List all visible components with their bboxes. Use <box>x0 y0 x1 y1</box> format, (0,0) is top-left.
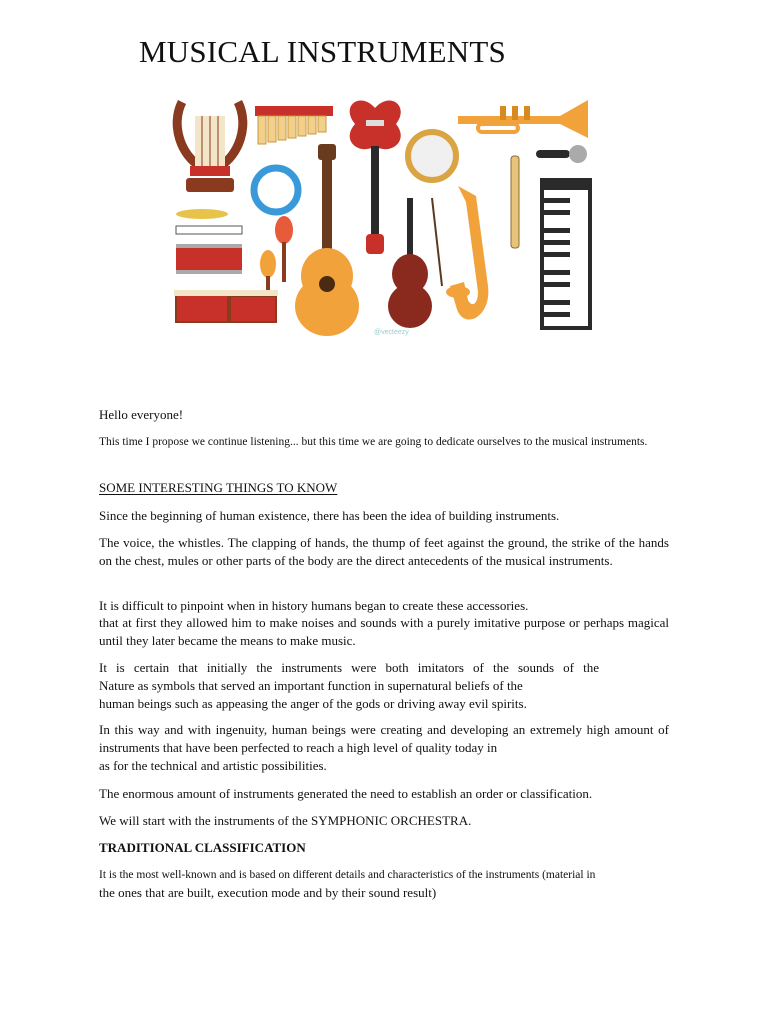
paragraph-4-line-3: human beings such as appeasing the anger of the gods or driving away evil spirits. <box>99 696 527 711</box>
paragraph-5-line-2: as for the technical and artistic possibilities. <box>99 758 327 773</box>
tambourine-blue-icon <box>254 168 298 212</box>
paragraph-7: We will start with the instruments of the SYMPHONIC ORCHESTRA. <box>99 813 472 828</box>
bongos-icon <box>174 290 278 322</box>
section-heading: SOME INTERESTING THINGS TO KNOW <box>99 480 338 495</box>
classification-heading: TRADITIONAL CLASSIFICATION <box>99 840 306 855</box>
xylophone-icon <box>255 106 333 144</box>
page-title: MUSICAL INSTRUMENTS <box>139 34 506 69</box>
violin-icon <box>388 198 442 328</box>
paragraph-2: The voice, the whistles. The clapping of hands, the thump of feet against the ground, the strike of the hands on the chest, mules or other parts of the body are the direct antecedents of the musical instruments. <box>99 535 669 568</box>
recorder-icon <box>511 156 519 248</box>
paragraph-3-line-1: It is difficult to pinpoint when in history humans began to create these accessories. <box>99 598 529 613</box>
paragraph-1: Since the beginning of human existence, there has been the idea of building instruments. <box>99 508 560 523</box>
trumpet-icon <box>458 100 588 138</box>
electric-guitar-icon <box>350 101 401 254</box>
lyre-icon <box>177 102 243 192</box>
cymbal-icon <box>176 209 228 219</box>
paragraph-3-line-2: that at first they allowed him to make noises and sounds with a purely imitative purpose or perhaps magical until they later became the means to make music. <box>99 615 669 648</box>
microphone-icon <box>536 145 587 163</box>
paragraph-4-line-1: It is certain that initially the instruments were both imitators of the sounds of the <box>99 660 599 675</box>
paragraph-4-line-2: Nature as symbols that served an important function in supernatural beliefs of the <box>99 678 523 693</box>
maracas-icon <box>260 216 293 296</box>
tambourine-icon <box>408 132 456 180</box>
paragraph-5-line-1: In this way and with ingenuity, human beings were creating and developing an extremely high amount of instruments that have been perfected to reach a high level of quality today in <box>99 722 669 755</box>
greeting: Hello everyone! <box>99 407 184 422</box>
classification-text-line-2: the ones that are built, execution mode and by their sound result) <box>99 885 437 900</box>
paragraph-6: The enormous amount of instruments generated the need to establish an order or classification. <box>99 786 593 801</box>
acoustic-guitar-icon <box>295 144 359 336</box>
saxophone-icon <box>446 186 488 320</box>
snare-drum-icon <box>176 226 242 274</box>
vecteezy-logo: @vecteezy <box>374 329 409 336</box>
classification-text-line-1: It is the most well-known and is based on different details and characteristics of the instruments (material in <box>99 869 596 881</box>
musical-instruments-illustration <box>160 86 608 340</box>
keyboard-icon <box>540 178 592 330</box>
intro-paragraph: This time I propose we continue listening... but this time we are going to dedicate ourselves to the musical instruments. <box>99 436 648 448</box>
